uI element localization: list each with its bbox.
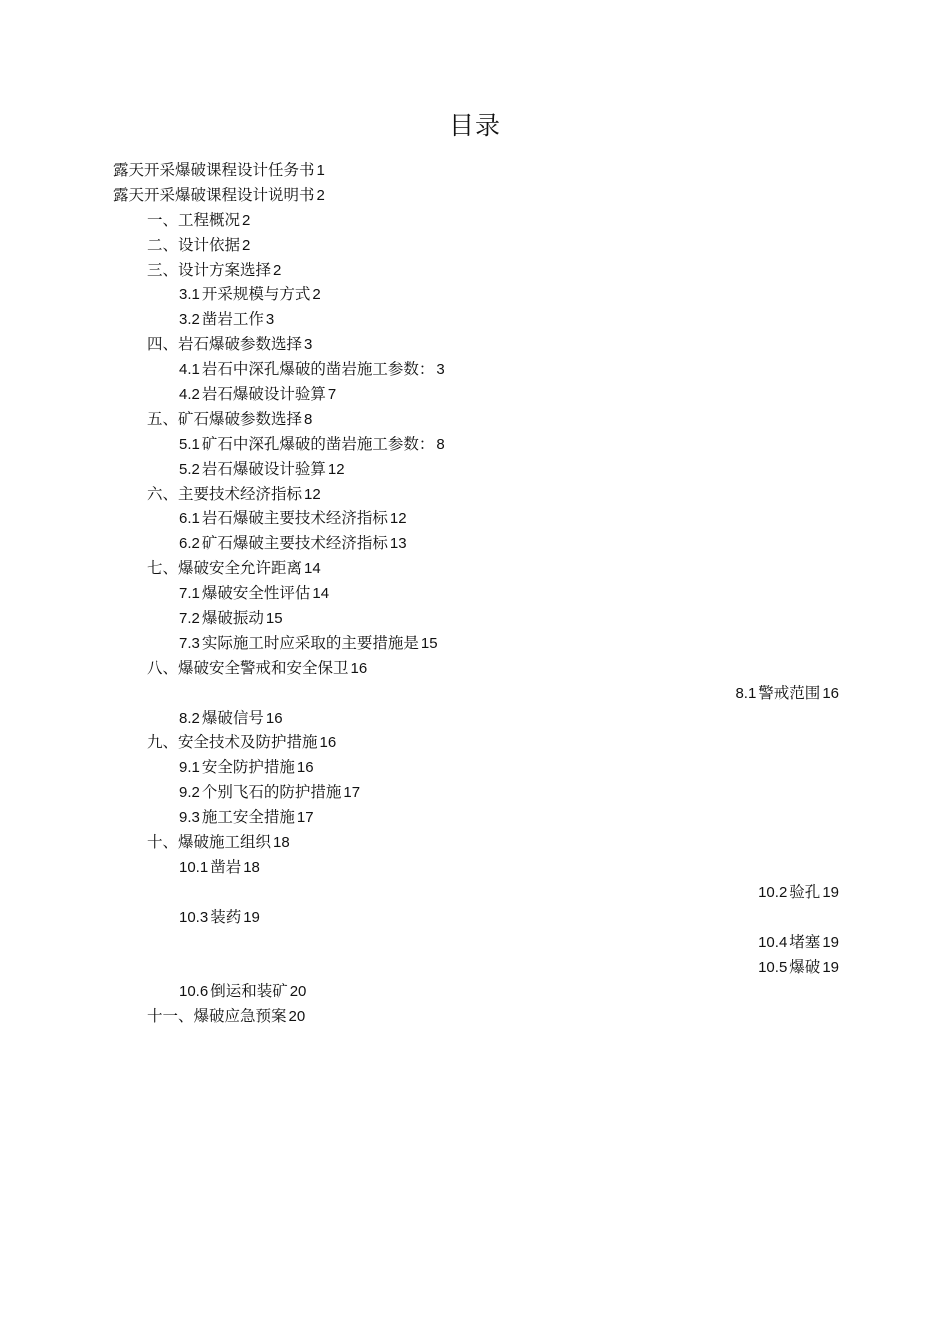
toc-entry — [0, 755, 950, 780]
toc-entry — [0, 307, 950, 332]
toc-entry-title: 安全防护措施 — [201, 758, 295, 777]
toc-entry-title: 施工安全措施 — [201, 808, 295, 827]
toc-entry-page: 12 — [327, 460, 345, 478]
toc-entry-page: 14 — [312, 585, 330, 603]
toc-entry-page: 14 — [304, 560, 321, 578]
toc-entry-number: 9.1 — [179, 759, 200, 777]
toc-entry-page: 15 — [265, 610, 283, 628]
toc-entry-title: 五、矿石爆破参数选择 — [147, 409, 303, 428]
toc-entry-title: 四、岩石爆破参数选择 — [147, 335, 303, 354]
toc-entry-number: 10.5 — [758, 958, 788, 976]
toc-entry — [0, 432, 950, 457]
toc-entry-page: 19 — [822, 958, 839, 976]
toc-entry-title: 爆破 — [789, 957, 821, 976]
toc-entry-number: 4.2 — [179, 386, 200, 404]
toc-entry-page: 7 — [327, 386, 337, 404]
toc-entry — [0, 805, 950, 830]
toc-entry-page: 2 — [273, 261, 282, 279]
toc-entry-number: 10.3 — [179, 908, 209, 926]
toc-entry-page: 3 — [436, 361, 445, 379]
toc-entry-title: 凿岩 — [210, 857, 242, 876]
toc-entry-page: 16 — [265, 709, 283, 727]
toc-entry-number: 10.4 — [758, 933, 788, 951]
toc-entry — [0, 407, 950, 432]
toc-entry-page: 16 — [350, 659, 368, 677]
toc-entry-page: 18 — [243, 858, 260, 876]
toc-entry-page: 16 — [319, 734, 337, 752]
toc-entry-title: 露天开采爆破课程设计说明书 — [113, 185, 315, 204]
toc-entry-page: 8 — [436, 435, 445, 453]
toc-entry-title: 爆破信号 — [201, 708, 264, 727]
toc-entry-number: 6.1 — [179, 510, 200, 528]
toc-entry — [0, 780, 950, 805]
toc-entry — [0, 905, 950, 930]
toc-entry — [0, 855, 950, 880]
toc-entry-title: 露天开采爆破课程设计任务书 — [113, 161, 315, 179]
toc-entry-page: 19 — [243, 908, 260, 926]
toc-entry-number: 7.1 — [179, 585, 200, 603]
toc-entry — [0, 208, 950, 233]
toc-entry-page: 19 — [822, 883, 839, 901]
toc-entry-title: 堵塞 — [789, 932, 821, 951]
toc-entry — [0, 830, 950, 855]
toc-entry-title: 警戒范围 — [758, 683, 821, 702]
toc-entry-title: 岩石爆破主要技术经济指标 — [201, 509, 388, 528]
toc-entry-number: 8.1 — [735, 684, 757, 702]
toc-entry — [0, 730, 950, 755]
toc-entry-title: 凿岩工作 — [201, 310, 264, 329]
toc-entry — [0, 482, 950, 507]
toc-entry-page: 12 — [389, 510, 407, 528]
toc-entry-title: 一、工程概况 — [147, 210, 241, 229]
toc-entry — [0, 506, 950, 531]
toc-entry-number: 10.2 — [758, 883, 788, 901]
toc-entry-title: 矿石爆破主要技术经济指标 — [201, 534, 388, 553]
toc-entry — [0, 706, 950, 731]
toc-entry-number: 10.1 — [179, 858, 209, 876]
toc-entry — [0, 955, 950, 980]
toc-entry-page: 1 — [316, 162, 325, 179]
toc-entry-title: 岩石中深孔爆破的凿岩施工参数： — [201, 360, 435, 379]
toc-entry — [0, 233, 950, 258]
toc-entry-title: 十、爆破施工组织 — [147, 833, 272, 852]
toc-entry — [0, 979, 950, 1004]
toc-entry-page: 2 — [312, 286, 321, 304]
toc-entry-number: 3.2 — [179, 311, 200, 329]
toc-entry-number: 10.6 — [179, 983, 209, 1001]
toc-entry-page: 19 — [822, 933, 839, 951]
toc-entry — [0, 183, 950, 208]
toc-entry-page: 2 — [242, 211, 251, 229]
toc-entry-title: 个别飞石的防护措施 — [201, 783, 342, 802]
toc-entry-page: 17 — [343, 784, 361, 802]
toc-entry-title: 倒运和装矿 — [210, 982, 288, 1001]
toc-entry — [0, 357, 950, 382]
toc-entry — [0, 332, 950, 357]
toc-entry-page: 16 — [296, 759, 314, 777]
toc-entry-page: 3 — [265, 311, 275, 329]
toc-entry — [0, 258, 950, 283]
toc-entry-title: 七、爆破安全允许距离 — [147, 559, 303, 578]
toc-entry-number: 9.3 — [179, 809, 200, 827]
toc-entry-title: 装药 — [210, 907, 242, 926]
toc-entry-page: 20 — [288, 1008, 306, 1026]
toc-entry-title: 岩石爆破设计验算 — [201, 459, 326, 478]
toc-entry-page: 12 — [304, 485, 321, 503]
table-of-contents — [0, 158, 950, 1029]
toc-entry-title: 开采规模与方式 — [201, 285, 311, 304]
toc-entry-page: 20 — [289, 983, 307, 1001]
toc-entry-title: 矿石中深孔爆破的凿岩施工参数： — [201, 434, 435, 453]
toc-entry-number: 8.2 — [179, 709, 200, 727]
toc-entry — [0, 556, 950, 581]
toc-entry-title: 三、设计方案选择 — [147, 260, 272, 279]
toc-entry-page: 2 — [316, 186, 325, 204]
toc-entry-title: 爆破安全性评估 — [201, 584, 311, 603]
toc-entry — [0, 656, 950, 681]
toc-entry-page: 13 — [389, 535, 407, 553]
toc-entry-number: 3.1 — [179, 286, 200, 304]
toc-entry — [0, 382, 950, 407]
toc-entry-page: 16 — [822, 684, 839, 702]
toc-entry-number: 5.2 — [179, 460, 200, 478]
page-title: 目录 — [448, 111, 501, 140]
toc-entry — [0, 1004, 950, 1029]
toc-entry — [0, 457, 950, 482]
toc-entry-page: 2 — [242, 236, 251, 254]
toc-entry — [0, 880, 950, 905]
toc-entry — [0, 282, 950, 307]
toc-entry-title: 九、安全技术及防护措施 — [147, 733, 318, 752]
toc-entry — [0, 606, 950, 631]
toc-entry-number: 7.3 — [179, 634, 200, 652]
toc-entry-number: 7.2 — [179, 610, 200, 628]
toc-entry-title: 实际施工时应采取的主要措施是 — [201, 633, 419, 652]
toc-entry — [0, 158, 950, 183]
toc-entry-number: 9.2 — [179, 784, 200, 802]
toc-entry-page: 18 — [273, 834, 290, 852]
toc-entry — [0, 930, 950, 955]
toc-entry — [0, 581, 950, 606]
toc-entry-title: 岩石爆破设计验算 — [201, 385, 326, 404]
toc-entry-page: 8 — [304, 410, 313, 428]
toc-entry-title: 爆破振动 — [201, 609, 264, 628]
toc-entry — [0, 681, 950, 706]
toc-entry-number: 6.2 — [179, 535, 200, 553]
toc-entry — [0, 531, 950, 556]
toc-entry-page: 3 — [304, 336, 313, 354]
toc-entry-title: 二、设计依据 — [147, 235, 241, 254]
toc-entry-number: 4.1 — [179, 361, 200, 379]
toc-entry — [0, 631, 950, 656]
toc-entry-page: 17 — [296, 809, 314, 827]
toc-entry-title: 验孔 — [789, 882, 821, 901]
toc-entry-title: 十一、爆破应急预案 — [147, 1007, 287, 1026]
toc-entry-title: 八、爆破安全警戒和安全保卫 — [147, 658, 349, 677]
toc-entry-number: 5.1 — [179, 435, 200, 453]
toc-entry-page: 15 — [420, 634, 438, 652]
toc-entry-title: 六、主要技术经济指标 — [147, 484, 303, 503]
